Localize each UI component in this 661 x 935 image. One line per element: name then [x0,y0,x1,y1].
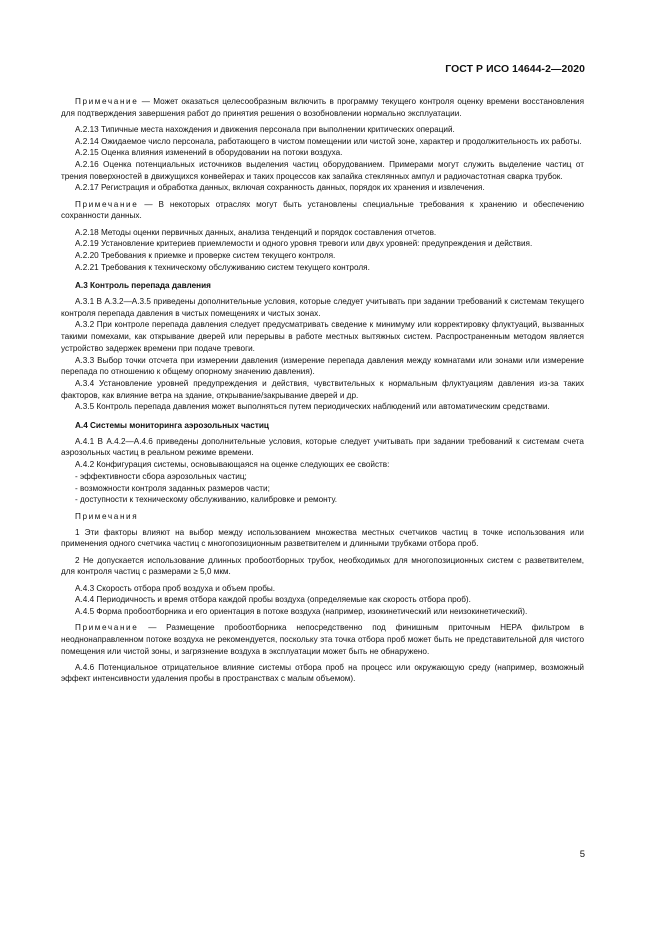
clause-a-3-5: А.3.5 Контроль перепада давления может выполняться путем периодических наблюдений или автоматическим средствами. [75,402,550,412]
clause-a-2-14: А.2.14 Ожидаемое число персонала, работающего в чистом помещении или чистой зоне, характер и продолжительность их работы. [75,136,582,146]
section-heading-a-3: А.3 Контроль перепада давления [75,280,211,290]
list-item: - доступности к техническому обслуживанию, калибровке и ремонту. [75,495,338,505]
clause-a-4-3: А.4.3 Скорость отбора проб воздуха и объем пробы. [75,583,276,593]
clause-a-4-5: А.4.5 Форма пробоотборника и его ориентация в потоке воздуха (например, изокинетический или неизокинетический). [75,606,528,616]
document-header: ГОСТ Р ИСО 14644-2—2020 [445,64,585,75]
property-list [61,471,584,506]
page-body [61,96,584,685]
clause-a-2-20: А.2.20 Требования к приемке и проверке систем текущего контроля. [75,250,336,260]
clause-a-2-19: А.2.19 Установление критериев приемлемости и одного уровня тревоги или двух уровней: предупреждения и действия. [75,239,533,249]
clause-a-4-1: А.4.1 В А.4.2—А.4.6 приведены дополнительные условия, которые следует учитывать при задании требований к системам счета аэрозольных частиц в реальном режиме времени. [61,436,584,458]
clause-a-4-2: А.4.2 Конфигурация системы, основывающаяся на оценке следующих ее свойств: [75,460,390,470]
page-number: 5 [579,849,585,860]
clause-a-2-17: А.2.17 Регистрация и обработка данных, включая сохранность данных, порядок их хранения и извлечения. [75,183,485,193]
note-paragraph: Примечание — В некоторых отраслях могут быть установлены специальные требования к хранению и обеспечению сохранности данных. [61,199,584,221]
note-paragraph: Примечание — Может оказаться целесообразным включить в программу текущего контроля оценку времени восстановления для подтверждения завершения работ до принятия решения о возобновлении нормально эксплуатации. [61,97,584,118]
list-item: - возможности контроля заданных размеров части; [75,483,270,493]
clause-a-3-3: А.3.3 Выбор точки отсчета при измерении давления (измерение перепада давления между комнатами или зонами или измерение перепада по отношению к общему опорному значению давления). [61,355,584,377]
note-item-1: 1 Эти факторы влияют на выбор между использованием множества местных счетчиков частиц в точке использования или применения одного счетчика частиц с многопозиционным разветвителем и длинными трубками отбора проб. [61,527,584,549]
clause-a-2-21: А.2.21 Требования к техническому обслуживанию систем текущего контроля. [75,262,370,272]
note-paragraph: Примечание — Размещение пробоотборника непосредственно под финишным приточным НЕРА фильтром в неоднонаправленном потоке воздуха не рекомендуется, поскольку эта точка отбора проб может быть не представительной для чистого помещения или чистой зоны, и загрязнение воздуха в эксплуатации может быть не обнаружено. [61,623,584,656]
note-label: Примечание [75,199,139,209]
list-item: - эффективности сбора аэрозольных частиц; [75,471,247,481]
clause-a-2-15: А.2.15 Оценка влияния изменений в оборудовании на потоки воздуха. [75,148,343,158]
clause-a-4-6: А.4.6 Потенциальное отрицательное влияние системы отбора проб на процесс или окружающую среду (например, возможный эффект интенсивности удаления пробы в пространствах с малым объемом). [61,662,584,684]
section-heading-a-4: А.4 Системы мониторинга аэрозольных частиц [75,420,269,430]
note-item-2: 2 Не допускается использование длинных пробоотборных трубок, необходимых для многопозиционных систем с разветвителем, для контроля частиц с размерами ≥ 5,0 мкм. [61,555,584,577]
clause-a-2-18: А.2.18 Методы оценки первичных данных, анализа тенденций и порядок составления отчетов. [75,227,437,237]
clause-a-3-1: А.3.1 В А.3.2—А.3.5 приведены дополнительные условия, которые следует учитывать при задании требований к системам текущего контроля перепада давления в чистых помещениях и чистых зонах. [61,297,584,318]
note-label: Примечания [75,511,139,521]
clause-a-2-16: А.2.16 Оценка потенциальных источников выделения частиц оборудованием. Примерами могут служить выделение частиц от трения поверхностей в движущихся конвейерах и таких процессов как запайка стеклянных ампул и радиочастотная сварка трубок. [61,160,584,181]
note-label: Примечание [75,97,139,106]
clause-a-3-2: А.3.2 При контроле перепада давления следует предусматривать сведение к минимуму или корректировку флуктуаций, вызванных такими помехами, как открывание дверей или перерывы в работе местных вытяжных систем. Распространенным методом является устройство задержек времени при подаче тревоги. [61,320,584,353]
clause-a-3-4: А.3.4 Установление уровней предупреждения и действия, чувствительных к нормальным флуктуациям давления из-за таких факторов, как влияние ветра на здание, открывание/закрывание дверей и др. [61,378,584,400]
clause-a-4-4: А.4.4 Периодичность и время отбора каждой пробы воздуха (определяемые как скорость отбора проб). [75,595,471,605]
notes-heading [61,511,584,523]
note-label: Примечание [75,623,139,633]
clause-a-2-13: А.2.13 Типичные места нахождения и движения персонала при выполнении критических операций. [75,124,455,134]
